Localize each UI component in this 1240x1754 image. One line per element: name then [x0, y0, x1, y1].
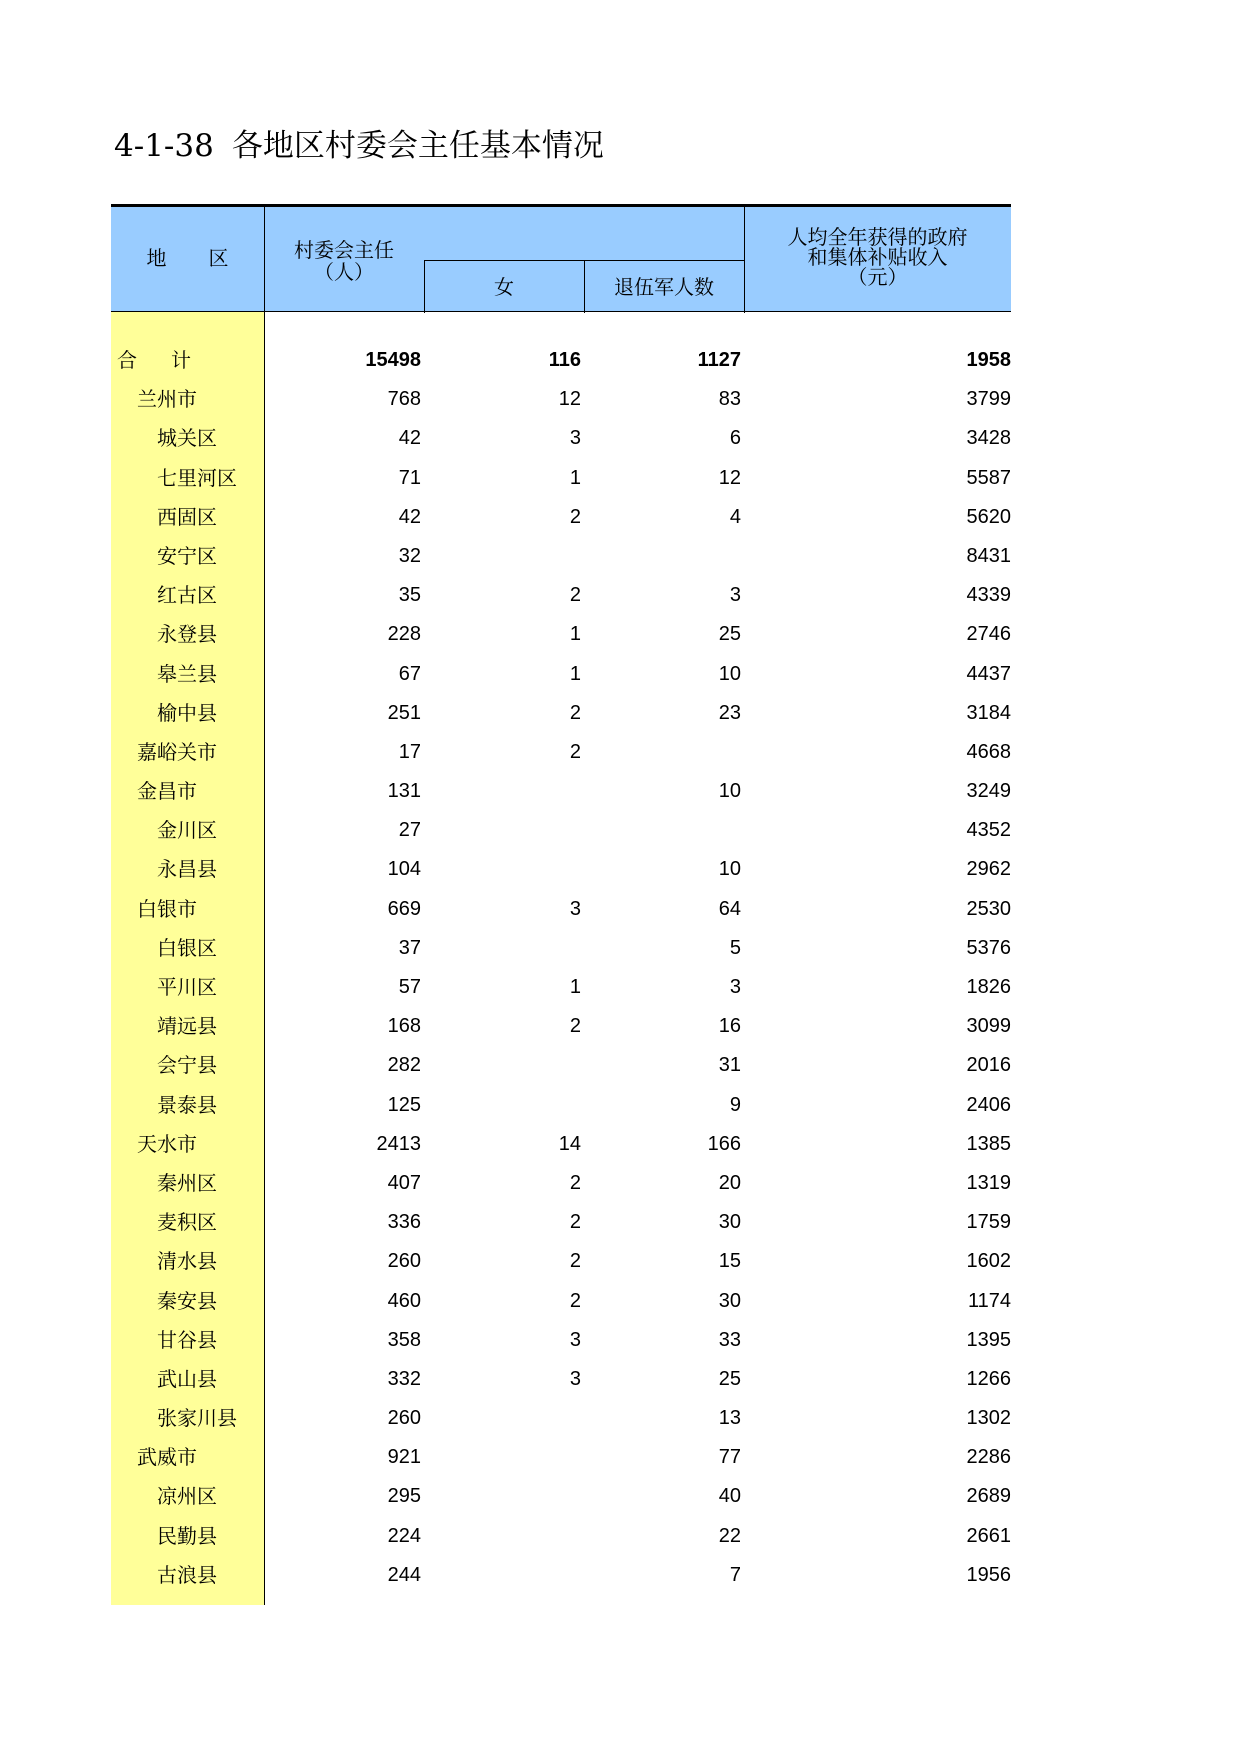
- female-count: 2: [569, 1171, 581, 1194]
- region-name: 榆中县: [157, 700, 217, 725]
- director-count: 35: [398, 584, 421, 607]
- table-row: [111, 1478, 1011, 1517]
- female-count: 2: [569, 1289, 581, 1312]
- table-row: [111, 656, 1011, 695]
- director-count: 131: [387, 780, 421, 803]
- female-count: 1: [569, 662, 581, 685]
- director-count: 71: [398, 466, 421, 489]
- director-count: 251: [387, 701, 421, 724]
- female-count: 12: [558, 388, 581, 411]
- table-header: [111, 204, 1011, 312]
- veteran-count: 25: [718, 1367, 741, 1390]
- table-row: [111, 420, 1011, 459]
- veteran-count: 31: [718, 1054, 741, 1077]
- female-count: 3: [569, 1367, 581, 1390]
- data-table: [111, 204, 1011, 1604]
- female-count: 3: [569, 427, 581, 450]
- subsidy-income: 2016: [966, 1054, 1011, 1077]
- female-count: 116: [548, 349, 581, 371]
- region-name: 甘谷县: [157, 1327, 217, 1352]
- veteran-count: 166: [707, 1132, 741, 1155]
- region-name: 张家川县: [157, 1406, 237, 1431]
- subsidy-income: 1395: [966, 1328, 1011, 1351]
- region-name: 天水市: [137, 1131, 197, 1156]
- table-row: [111, 1322, 1011, 1361]
- subsidy-column-header: 人均全年获得的政府 和集体补贴收入 （元）: [787, 225, 968, 289]
- director-count: 228: [387, 623, 421, 646]
- region-name: 永登县: [157, 622, 217, 647]
- veterans-column-header: 退伍军人数: [614, 275, 714, 299]
- table-row: [111, 616, 1011, 655]
- subsidy-income: 1602: [966, 1250, 1011, 1273]
- director-count: 168: [387, 1015, 421, 1038]
- veteran-count: 5: [729, 936, 741, 959]
- female-count: 2: [569, 1250, 581, 1273]
- female-count: 3: [569, 1328, 581, 1351]
- veteran-count: 9: [729, 1093, 741, 1116]
- director-count: 332: [387, 1367, 421, 1390]
- region-name: 皋兰县: [157, 661, 217, 686]
- table-title: 各地区村委会主任基本情况: [231, 128, 604, 164]
- subsidy-income: 2661: [966, 1524, 1011, 1547]
- director-count: 282: [387, 1054, 421, 1077]
- subsidy-income: 2530: [966, 897, 1011, 920]
- region-name: 兰州市: [137, 387, 197, 412]
- region-column-header: 地 区: [146, 246, 229, 270]
- subsidy-income: 1385: [966, 1132, 1011, 1155]
- veteran-count: 64: [718, 897, 741, 920]
- subsidy-income: 4668: [966, 740, 1011, 763]
- subsidy-income: 5620: [966, 505, 1011, 528]
- table-row: [111, 1400, 1011, 1439]
- director-count: 57: [398, 976, 421, 998]
- region-name: 金川区: [157, 818, 217, 843]
- table-row: [111, 538, 1011, 577]
- veteran-count: 13: [718, 1407, 741, 1430]
- subsidy-income: 1266: [966, 1367, 1011, 1390]
- table-row: [111, 851, 1011, 890]
- table-row: [111, 1087, 1011, 1126]
- region-name: 永昌县: [157, 857, 217, 882]
- veteran-count: 22: [718, 1524, 741, 1547]
- table-row: [111, 499, 1011, 538]
- table-row: [111, 1361, 1011, 1400]
- director-count: 260: [387, 1250, 421, 1273]
- director-count: 2413: [376, 1132, 421, 1155]
- female-count: 2: [569, 740, 581, 763]
- subsidy-income: 1174: [967, 1289, 1011, 1312]
- veteran-count: 4: [729, 505, 741, 528]
- region-name: 城关区: [157, 426, 217, 451]
- director-count: 32: [398, 544, 421, 567]
- table-row: [111, 1243, 1011, 1282]
- director-count: 15498: [365, 349, 421, 371]
- table-row: [111, 812, 1011, 851]
- subsidy-income: 1319: [966, 1171, 1011, 1194]
- director-count: 358: [387, 1328, 421, 1351]
- subsidy-income: 4437: [966, 662, 1011, 685]
- director-count: 42: [398, 427, 421, 450]
- region-name: 武威市: [137, 1445, 197, 1470]
- female-count: 1: [569, 623, 581, 646]
- table-row: [111, 1008, 1011, 1047]
- subsidy-income: 3428: [966, 427, 1011, 450]
- table-row: [111, 577, 1011, 616]
- female-count: 1: [569, 466, 581, 489]
- director-count: 295: [387, 1485, 421, 1508]
- subsidy-income: 5587: [966, 466, 1011, 489]
- table-row: [111, 930, 1011, 969]
- female-count: 2: [569, 701, 581, 724]
- table-row: [111, 1557, 1011, 1596]
- region-name: 嘉峪关市: [137, 739, 217, 764]
- veteran-count: 77: [718, 1446, 741, 1469]
- table-row: [111, 460, 1011, 499]
- veteran-count: 30: [718, 1211, 741, 1234]
- veteran-count: 83: [718, 388, 741, 411]
- veteran-count: 33: [718, 1328, 741, 1351]
- female-count: 1: [569, 976, 581, 998]
- region-name: 民勤县: [157, 1523, 217, 1548]
- veteran-count: 20: [718, 1171, 741, 1194]
- region-name: 景泰县: [157, 1092, 217, 1117]
- director-count: 336: [387, 1211, 421, 1234]
- veteran-count: 15: [718, 1250, 741, 1273]
- region-name: 七里河区: [157, 465, 237, 490]
- subsidy-income: 1302: [966, 1407, 1011, 1430]
- veteran-count: 25: [718, 623, 741, 646]
- subsidy-income: 8431: [966, 544, 1011, 567]
- region-name: 合 计: [117, 348, 191, 372]
- region-name: 麦积区: [157, 1210, 217, 1235]
- veteran-count: 12: [718, 466, 741, 489]
- subsidy-income: 2689: [966, 1485, 1011, 1508]
- table-row: [111, 891, 1011, 930]
- veteran-count: 10: [718, 662, 741, 685]
- region-name: 安宁区: [157, 543, 217, 568]
- subsidy-income: 2286: [966, 1446, 1011, 1469]
- director-count: 42: [398, 505, 421, 528]
- region-name: 靖远县: [157, 1014, 217, 1039]
- subsidy-income: 4352: [966, 819, 1011, 842]
- director-count: 224: [387, 1524, 421, 1547]
- subsidy-income: 2746: [966, 623, 1011, 646]
- region-name: 平川区: [157, 975, 217, 999]
- region-name: 白银市: [137, 896, 197, 921]
- table-row: [111, 1518, 1011, 1557]
- region-name: 金昌市: [137, 779, 197, 804]
- table-row: [111, 695, 1011, 734]
- table-row: [111, 1047, 1011, 1086]
- director-count: 669: [387, 897, 421, 920]
- region-name: 西固区: [157, 504, 217, 529]
- region-name: 清水县: [157, 1249, 217, 1274]
- veteran-count: 7: [729, 1563, 741, 1586]
- veteran-count: 23: [718, 701, 741, 724]
- director-count: 104: [387, 858, 421, 881]
- director-count: 244: [387, 1563, 421, 1586]
- region-name: 秦安县: [157, 1288, 217, 1313]
- subsidy-income: 3799: [966, 388, 1011, 411]
- female-count: 3: [569, 897, 581, 920]
- female-count: 2: [569, 505, 581, 528]
- director-count: 921: [387, 1446, 421, 1469]
- table-row: [111, 1165, 1011, 1204]
- director-count: 67: [398, 662, 421, 685]
- female-count: 14: [558, 1132, 581, 1155]
- director-count: 460: [387, 1289, 421, 1312]
- veteran-count: 3: [729, 976, 741, 998]
- director-count: 768: [387, 388, 421, 411]
- table-row: [111, 1204, 1011, 1243]
- subsidy-income: 2962: [966, 858, 1011, 881]
- veteran-count: 6: [729, 427, 741, 450]
- table-number: 4-1-38: [114, 128, 214, 164]
- veteran-count: 30: [718, 1289, 741, 1312]
- veteran-count: 10: [718, 858, 741, 881]
- subsidy-income: 3099: [966, 1015, 1011, 1038]
- director-count: 260: [387, 1407, 421, 1430]
- region-name: 武山县: [157, 1366, 217, 1391]
- subsidy-income: 1826: [966, 976, 1011, 998]
- director-count: 407: [387, 1171, 421, 1194]
- region-name: 秦州区: [157, 1170, 217, 1195]
- region-name: 凉州区: [157, 1484, 217, 1509]
- table-row: [111, 1439, 1011, 1478]
- veteran-count: 16: [718, 1015, 741, 1038]
- subsidy-income: 4339: [966, 584, 1011, 607]
- veteran-count: 1127: [697, 349, 741, 371]
- region-name: 古浪县: [157, 1562, 217, 1587]
- subsidy-income: 1759: [966, 1211, 1011, 1234]
- page-title: [114, 120, 604, 165]
- subsidy-income: 2406: [966, 1093, 1011, 1116]
- table-row: [111, 381, 1011, 420]
- director-count: 125: [387, 1093, 421, 1116]
- subsidy-income: 3184: [966, 701, 1011, 724]
- table-row: [111, 1126, 1011, 1165]
- table-row: [111, 1283, 1011, 1322]
- subsidy-income: 3249: [966, 780, 1011, 803]
- region-name: 白银区: [157, 935, 217, 960]
- table-row: [111, 342, 1011, 381]
- veteran-count: 3: [729, 584, 741, 607]
- director-count: 37: [398, 936, 421, 959]
- female-count: 2: [569, 1211, 581, 1234]
- table-row: [111, 734, 1011, 773]
- female-count: 2: [569, 1015, 581, 1038]
- subsidy-income: 1956: [966, 1563, 1011, 1586]
- director-count: 17: [398, 740, 421, 763]
- table-body: [111, 342, 1011, 1596]
- director-count: 27: [398, 819, 421, 842]
- director-column-header: 村委会主任 （人）: [294, 238, 394, 284]
- female-count: 2: [569, 584, 581, 607]
- table-row: [111, 969, 1011, 1008]
- table-row: [111, 773, 1011, 812]
- veteran-count: 10: [718, 780, 741, 803]
- subsidy-income: 5376: [966, 936, 1011, 959]
- region-name: 会宁县: [157, 1053, 217, 1078]
- region-name: 红古区: [157, 583, 217, 608]
- female-column-header: 女: [494, 275, 514, 299]
- subsidy-income: 1958: [966, 349, 1011, 371]
- veteran-count: 40: [718, 1485, 741, 1508]
